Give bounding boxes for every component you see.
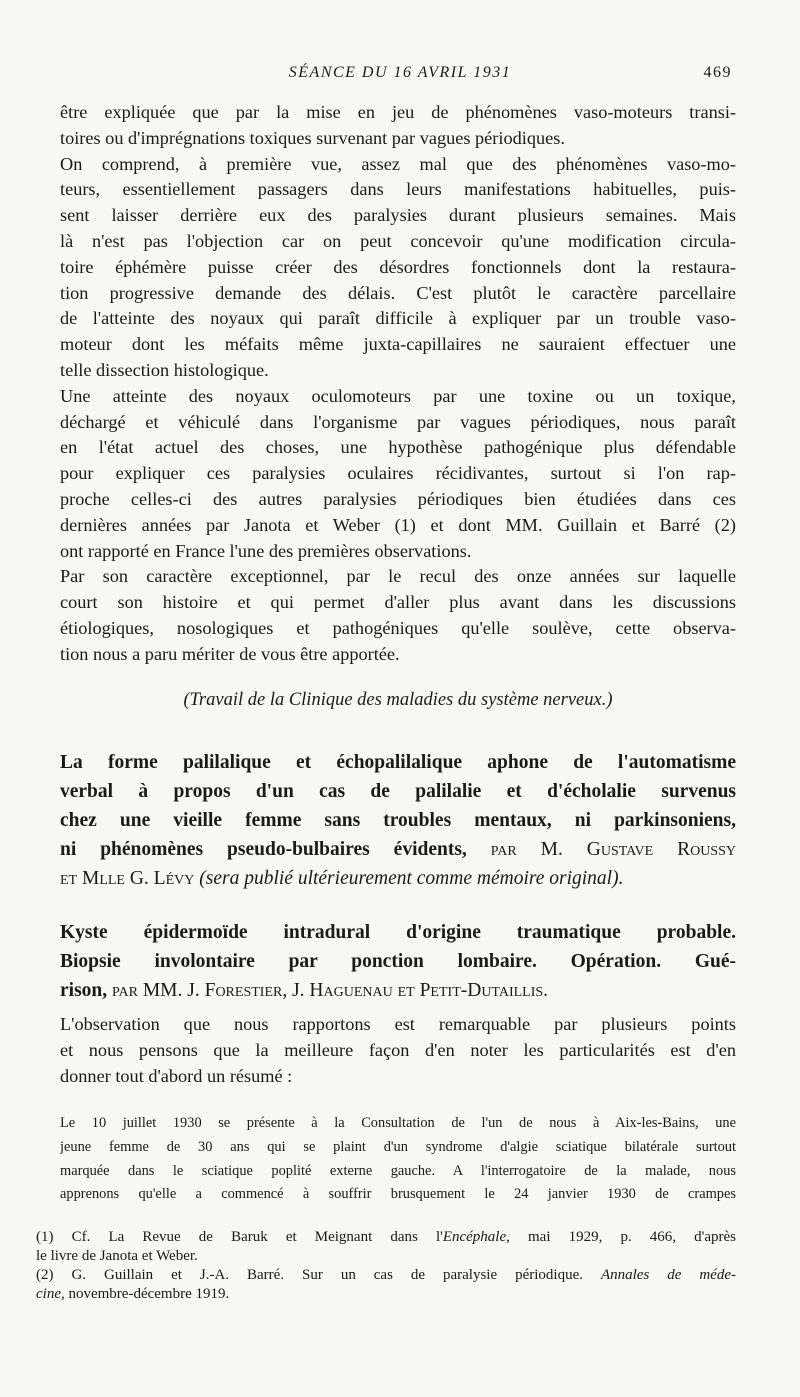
text-line: déchargé et véhiculé dans l'organisme par vagues périodiques, nous paraît — [60, 411, 736, 432]
text-line: toire éphémère puisse créer des désordres fonctionnels dont la restaura- — [60, 256, 736, 277]
text-line: telle dissection histologique. — [60, 359, 269, 380]
text-line: toires ou d'imprégnations toxiques survenant par vagues périodiques. — [60, 127, 565, 148]
title-line: chez une vieille femme sans troubles mentaux, ni parkinsoniens, — [60, 810, 736, 831]
text-line: en l'état actuel des choses, une hypothèse pathogénique plus défendable — [60, 437, 736, 458]
title-line: La forme palilalique et échopalilalique aphone de l'automatisme — [60, 752, 736, 773]
footnote-1-cont: le livre de Janota et Weber. — [36, 1248, 198, 1264]
footnote-2: (2) G. Guillain et J.-A. Barré. Sur un cas de paralysie périodique. Annales de méde- — [36, 1267, 736, 1283]
text-line: proche celles-ci des autres paralysies périodiques bien étudiées dans ces — [60, 488, 736, 509]
text-line: là n'est pas l'objection car on peut concevoir qu'une modification circula- — [60, 230, 736, 251]
text-line: pour expliquer ces paralysies oculaires récidivantes, surtout si l'on rap- — [60, 463, 736, 484]
section-discussion — [60, 100, 736, 668]
text-line: On comprend, à première vue, assez mal que des phénomènes vaso-mo- — [60, 153, 736, 174]
text-line: court son histoire et qui permet d'aller plus avant dans les discussions — [60, 592, 736, 613]
case-summary — [60, 1112, 736, 1207]
text-line: marquée dans le sciatique poplité externe gauche. A l'interrogatoire de la malade, nous — [60, 1162, 736, 1179]
title-line-authors: rison, par MM. J. Forestier, J. Haguenau et Petit-Dutaillis. — [60, 980, 549, 1001]
text-line: moteur dont les méfaits même juxta-capillaires ne sauraient effectuer une — [60, 334, 736, 355]
text-line: étiologiques, nosologiques et pathogéniques qu'elle soulève, cette observa- — [60, 617, 736, 638]
text-line: donner tout d'abord un résumé : — [60, 1065, 293, 1086]
title-line: Kyste épidermoïde intradural d'origine traumatique probable. — [60, 922, 736, 943]
article-title-kyste — [60, 918, 736, 1005]
text-line: tion progressive demande des délais. C'est plutôt le caractère parcellaire — [60, 282, 736, 303]
text-line: être expliquée que par la mise en jeu de phénomènes vaso-moteurs transi- — [60, 102, 736, 122]
article-title-palilalie — [60, 748, 736, 893]
institution-credit: (Travail de la Clinique des maladies du système nerveux.) — [183, 690, 613, 710]
text-line: Le 10 juillet 1930 se présente à la Consultation de l'un de nous à Aix-les-Bains, une — [60, 1115, 736, 1131]
text-line: dernières années par Janota et Weber (1) et dont MM. Guillain et Barré (2) — [60, 514, 736, 535]
text-line: ont rapporté en France l'une des premières observations. — [60, 540, 472, 561]
section-observation-intro — [60, 1012, 736, 1089]
text-line: jeune femme de 30 ans qui se plaint d'un syndrome d'algie sciatique bilatérale surtout — [60, 1138, 736, 1155]
page-number: 469 — [703, 64, 732, 81]
text-line: tion nous a paru mériter de vous être apportée. — [60, 643, 400, 664]
running-title: SÉANCE DU 16 AVRIL 1931 — [288, 64, 512, 81]
text-line: et nous pensons que la meilleure façon d'en noter les particularités est d'en — [60, 1039, 736, 1060]
text-line: apprenons qu'elle a commencé à souffrir brusquement le 24 janvier 1930 de crampes — [60, 1186, 736, 1203]
text-line: de l'atteinte des noyaux qui paraît difficile à expliquer par un trouble vaso- — [60, 308, 736, 329]
title-line: Biopsie involontaire par ponction lombaire. Opération. Gué- — [60, 951, 736, 972]
running-header — [60, 64, 740, 88]
footnote-1: (1) Cf. La Revue de Baruk et Meignant dans l'Encéphale, mai 1929, p. 466, d'après — [36, 1229, 736, 1245]
text-line: Une atteinte des noyaux oculomoteurs par une toxine ou un toxique, — [60, 385, 736, 406]
text-line: teurs, essentiellement passagers dans leurs manifestations habituelles, puis- — [60, 179, 736, 200]
text-line: sent laisser derrière eux des paralysies durant plusieurs semaines. Mais — [60, 205, 736, 226]
title-line: ni phénomènes pseudo-bulbaires évidents, par M. Gustave Roussy — [60, 839, 736, 860]
text-line: Par son caractère exceptionnel, par le recul des onze années sur laquelle — [60, 566, 736, 587]
footnote-2-cont: cine, novembre-décembre 1919. — [36, 1286, 230, 1302]
title-line: verbal à propos d'un cas de palilalie et d'écholalie survenus — [60, 781, 736, 802]
text-line: L'observation que nous rapportons est remarquable par plusieurs points — [60, 1014, 736, 1034]
footnotes — [36, 1228, 736, 1304]
title-line-authors: et Mlle G. Lévy (sera publié ultérieurement comme mémoire original). — [60, 868, 624, 889]
